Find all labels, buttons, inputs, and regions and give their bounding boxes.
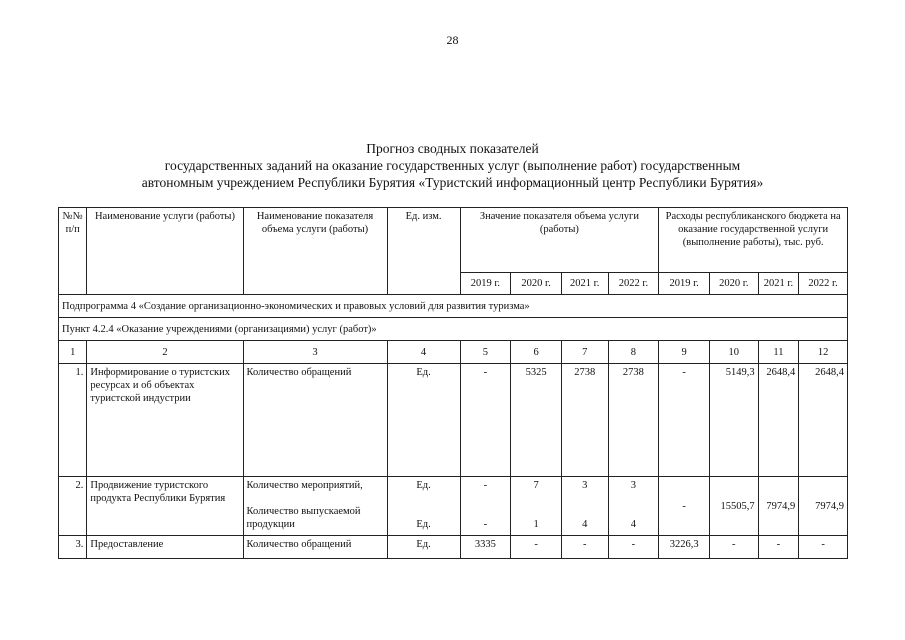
spacer [391,505,457,518]
value-2022: - [608,536,659,559]
value-events: - [483,480,488,491]
unit: Ед. [387,536,460,559]
header-value-year-2019: 2019 г. [460,273,511,295]
expense-2021: 7974,9 [758,477,799,536]
header-expense-group: Расходы республиканского бюджета на оказание государственной услуги (выполнение работы), тыс. руб. [659,208,848,273]
header-value-year-2020: 2020 г. [511,273,562,295]
column-number: 8 [608,341,659,364]
value-2020: - [511,536,562,559]
spacer [612,492,656,505]
value-2020: 5325 [511,364,562,477]
header-unit: Ед. изм. [387,208,460,295]
row-number: 3. [59,536,87,559]
expense-2021: 2648,4 [758,364,799,477]
value-2019 [460,477,511,536]
indicator-name: Количество обращений [243,364,387,477]
expense-2020: 15505,7 [709,477,758,536]
service-name: Продвижение туристского продукта Республики Бурятия [87,477,243,536]
value-2020 [511,477,562,536]
indicator-products: Количество выпускаемой продукции [246,506,361,530]
spacer [464,492,508,505]
expense-2019: - [659,477,710,536]
value-events: 3 [582,480,588,491]
table-row [59,364,848,477]
value-events: 3 [630,480,637,491]
page-number: 28 [446,33,459,47]
item-row [59,318,848,341]
spacer [391,492,457,505]
expense-2022: 2648,4 [799,364,848,477]
header-value-year-2022: 2022 г. [608,273,659,295]
spacer [464,505,508,518]
title-line-3: автономным учреждением Республики Бурятия «Туристский информационный центр Республики Бурятия» [141,175,764,190]
row-number: 1. [59,364,87,477]
spacer [514,505,558,518]
header-indicator: Наименование показателя объема услуги (работы) [243,208,387,295]
expense-2020: 5149,3 [709,364,758,477]
row-number: 2. [59,477,87,536]
expense-2021: - [758,536,799,559]
column-number: 7 [561,341,608,364]
forecast-table [58,207,848,559]
value-products: 4 [630,519,637,530]
indicator-name [243,477,387,536]
column-number: 2 [87,341,243,364]
title-line-2: государственных заданий на оказание государственных услуг (выполнение работ) государственным [164,158,741,173]
header-expense-year-2022: 2022 г. [799,273,848,295]
column-number: 3 [243,341,387,364]
column-number: 11 [758,341,799,364]
value-2021: 2738 [561,364,608,477]
service-name: Предоставление [87,536,243,559]
value-events: 7 [533,480,539,491]
title-line-1: Прогноз сводных показателей [366,141,539,156]
unit-products: Ед. [416,519,431,530]
column-number: 12 [799,341,848,364]
subprogram-row [59,295,848,318]
value-products: - [483,519,488,530]
indicator-name: Количество обращений [243,536,387,559]
value-2019: - [460,364,511,477]
spacer [514,492,558,505]
service-name: Информирование о туристских ресурсах и об объектах туристской индустрии [87,364,243,477]
value-products: 4 [582,519,588,530]
value-2021: - [561,536,608,559]
value-products: 1 [533,519,539,530]
column-number: 9 [659,341,710,364]
value-2022: 2738 [608,364,659,477]
indicator-events: Количество мероприятий, [246,480,363,491]
header-value-year-2021: 2021 г. [561,273,608,295]
subprogram-label: Подпрограмма 4 «Создание организационно-экономических и правовых условий для развития туризма» [59,295,848,318]
value-2021 [561,477,608,536]
column-numbers-row [59,341,848,364]
spacer [565,492,605,505]
header-expense-year-2019: 2019 г. [659,273,710,295]
item-label: Пункт 4.2.4 «Оказание учреждениями (организациями) услуг (работ)» [59,318,848,341]
table-row [59,477,848,536]
table-row [59,536,848,559]
column-number: 10 [709,341,758,364]
expense-2019: - [659,364,710,477]
value-2022 [608,477,659,536]
expense-2022: 7974,9 [799,477,848,536]
header-expense-year-2020: 2020 г. [709,273,758,295]
header-expense-year-2021: 2021 г. [758,273,799,295]
header-value-group: Значение показателя объема услуги (работы) [460,208,659,273]
header-service: Наименование услуги (работы) [87,208,243,295]
column-number: 1 [59,341,87,364]
expense-2019: 3226,3 [659,536,710,559]
header-num: №№ п/п [59,208,87,295]
column-number: 5 [460,341,511,364]
column-number: 4 [387,341,460,364]
spacer [247,492,384,505]
expense-2020: - [709,536,758,559]
header-row [59,208,848,273]
unit: Ед. [387,364,460,477]
column-number: 6 [511,341,562,364]
value-2019: 3335 [460,536,511,559]
unit-events: Ед. [416,480,431,491]
spacer [612,505,656,518]
spacer [565,505,605,518]
document-title [60,140,845,191]
expense-2022: - [799,536,848,559]
unit [387,477,460,536]
